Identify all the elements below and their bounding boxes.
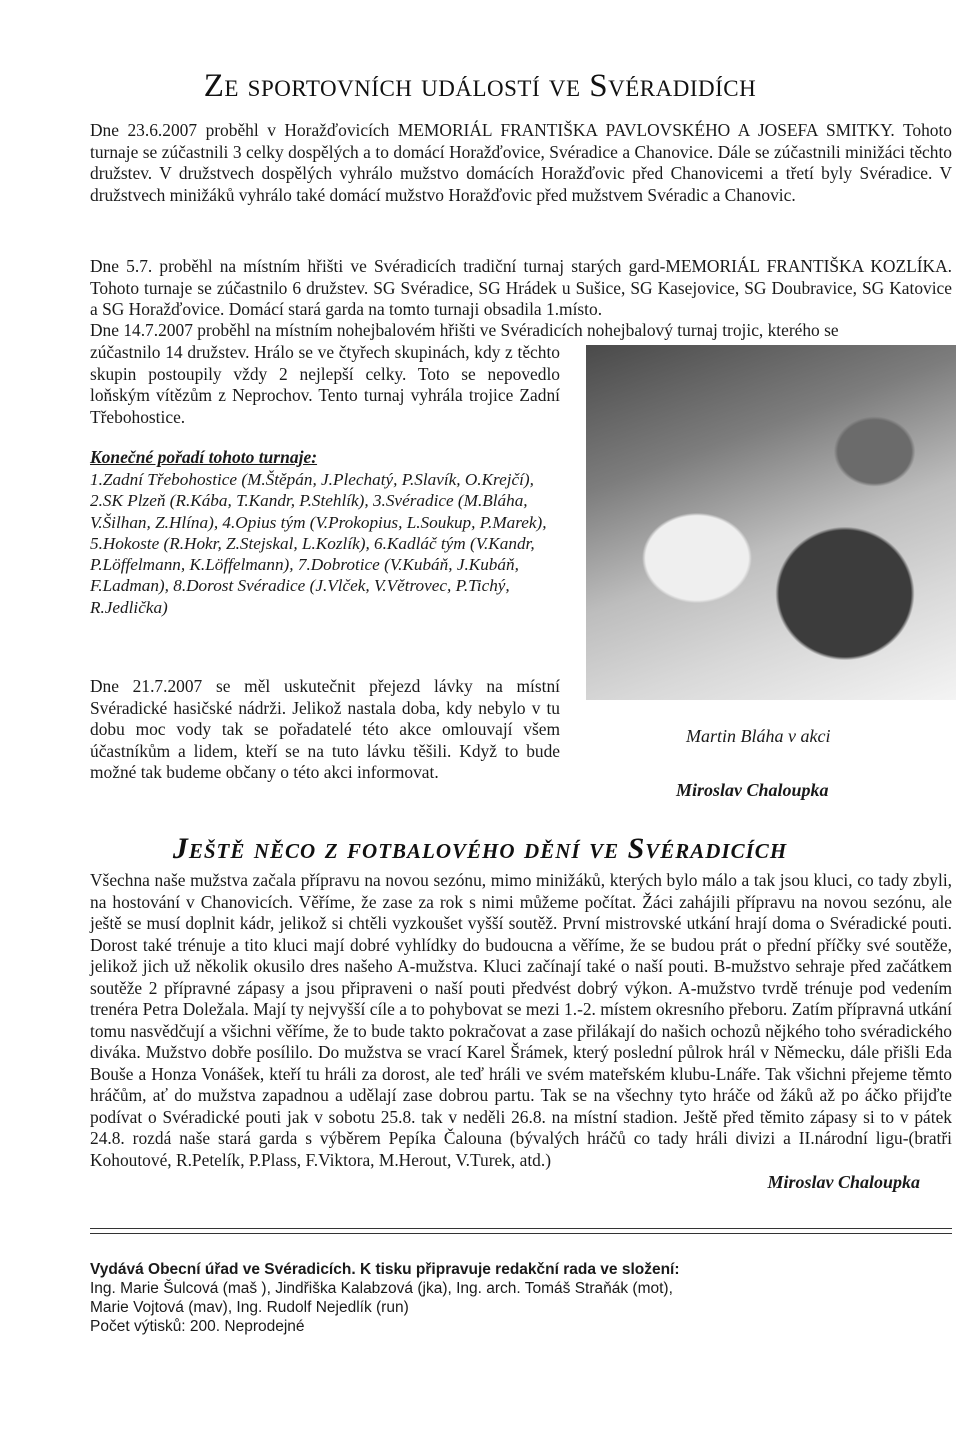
colophon-editors-1: Ing. Marie Šulcová (maš ), Jindřiška Kalabzová (jka), Ing. arch. Tomáš Straňák (mot), (90, 1280, 673, 1297)
divider-top (90, 1228, 952, 1229)
article-author: Miroslav Chaloupka (676, 780, 829, 800)
paragraph-lavka: Dne 21.7.2007 se měl uskutečnit přejezd lávky na místní Svéradické hasičské nádrži. Jelikož nastala doba, kdy nebylo v tu dobu moc vody tak se pořadatelé této akce omlouvají všem účastníkům a lidem, kteří se na tuto lávku těšili. Když to bude možné tak budeme občany o této akci informovat. (90, 676, 560, 782)
paragraph-football: Všechna naše mužstva začala přípravu na novou sezónu, mimo minižáků, kterých bylo málo a tak jsou kluci, co tady zbyli, na hostování v Chanovicích. Věříme, že zase za rok s nimi můžeme počítat. Žáci zahájili přípravu na novou sezónu, ale ještě se musí doplnit kádr, jelikož si chtěli vyzkoušet vyšší soutěž. První mistrovské utkání hrají doma o Svéradické pouti. Dorost také trénuje a tito kluci mají dobré vyhlídky do budoucna a věříme, že se budou prát o přední příčky své soutěže, jelikož jich už několik okusilo dres našeho A-mužstva. Kluci začínají také o naší pouti. B-mužstvo sehraje před začátkem soutěže 2 přípravné zápasy a jsou připraveni o naší pouti předvést dobrý výkon. A-mužstvo tvrdě trénuje pod vedením trenéra Petra Doležala. Mají ty nejvyšší cíle a to pohybovat se mezi 1.-2. místem okresního přeboru. Zatím přípravná utkání tomu nasvědčují a všichni věříme, že to bude takto pokračovat a zase přilákají do našich ochozů nějkého toho svéradického diváka. Mužstvo dobře posílilo. Do mužstva se vrací Karel Šrámek, který poslední půlrok hrál v Německu, dále přišli Eda Bouše a Honza Vonášek, kteří tu hráli za dorost, ale teď hráli ve svém mateřském klubu-Lnáře. Tak všichni přejeme těmto hráčům, ať do mužstva zapadnou a udělají zase dobrou partu. Tak se na všechny tyto hráče od žáků až po áčko přijďte podívat o Svéradické pouti jak v sobotu 25.8. tak v neděli 26.8. na místní stadion. Ještě před těmito zápasy si to v pátek 24.8. rozdá naše stará garda s výběrem Pepíka Čalouna (bývalých hráčů co tady hráli divizi a II.národní ligu-(bratři Kohoutové, R.Petelík, P.Plass, F.Viktora, M.Herout, V.Turek, atd.) (90, 870, 952, 1170)
article-title-football: Ještě něco z fotbalového dění ve Svéradicích (172, 832, 788, 865)
paragraph-nohejbal: zúčastnilo 14 družstev. Hrálo se ve čtyřech skupinách, kdy z těchto skupin postoupily vždy 2 nejlepší celky. Toto se nepovedlo loňským vítězům z Neprochov. Tento turnaj vyhrála trojice Zadní Třebohostice. (90, 342, 560, 427)
results-heading: Konečné pořadí tohoto turnaje: (90, 447, 318, 467)
divider-bottom (90, 1233, 952, 1234)
colophon (90, 1260, 952, 1336)
colophon-heading: Vydává Obecní úřad ve Svéradicích. K tisku připravuje redakční rada ve složení: (90, 1261, 680, 1278)
paragraph-memorial-kozlik: Dne 5.7. proběhl na místním hřišti ve Svéradicích tradiční turnaj starých gard-MEMORIÁL FRANTIŠKA KOZLÍKA. Tohoto turnaje se zúčastnilo 6 družstev. SG Svéradice, SG Hrádek u Sušice, SG Kasejovice, SG Doubravice, SG Katovice a SG Horažďovice. Domácí stará garda na tomto turnaji obsadila 1.místo. (90, 256, 952, 319)
paragraph-nohejbal-intro: Dne 14.7.2007 proběhl na místním nohejbalovém hřišti ve Svéradicích nohejbalový turnaj trojic, kterého se (90, 320, 839, 340)
paragraph-memorial-pavlovsky: Dne 23.6.2007 proběhl v Horažďovicích MEMORIÁL FRANTIŠKA PAVLOVSKÉHO A JOSEFA SMITKY. Tohoto turnaje se zúčastnili 3 celky dospělých a to domácí Horažďovice, Svéradice a Chanovice. Dále se zúčastnili minižáci těchto družstev. V družstvech dospělých vyhrálo mužstvo domácích Horažďovic před Chanovicemi a třetí byly Svéradice. V družstvech minižáků vyhrálo také domácí mužstvo Horažďovic před mužstvem Svéradic a Chanovic. (90, 120, 952, 205)
article-author-football: Miroslav Chaloupka (767, 1172, 920, 1192)
colophon-print-run: Počet výtisků: 200. Neprodejné (90, 1318, 305, 1335)
photo-caption: Martin Bláha v akci (686, 726, 831, 746)
sport-photo (586, 345, 956, 700)
colophon-editors-2: Marie Vojtová (mav), Ing. Rudolf Nejedlík (run) (90, 1299, 409, 1316)
article-title: Ze sportovních událostí ve Svéradidích (203, 68, 757, 104)
results-list: 1.Zadní Třebohostice (M.Štěpán, J.Plechatý, P.Slavík, O.Krejčí), 2.SK Plzeň (R.Kába, T.Kandr, P.Stehlík), 3.Svéradice (M.Bláha, V.Šilhan, Z.Hlína), 4.Opius tým (V.Prokopius, L.Soukup, P.Marek), 5.Hokoste (R.Hokr, Z.Stejskal, L.Kozlík), 6.Kadláč tým (V.Kandr, P.Löffelmann, K.Löffelmann), 7.Dobrotice (V.Kubáň, J.Kubáň, F.Ladman), 8.Dorost Svéradice (J.Vlček, V.Větrovec, P.Tichý, R.Jedlička) (90, 470, 547, 617)
